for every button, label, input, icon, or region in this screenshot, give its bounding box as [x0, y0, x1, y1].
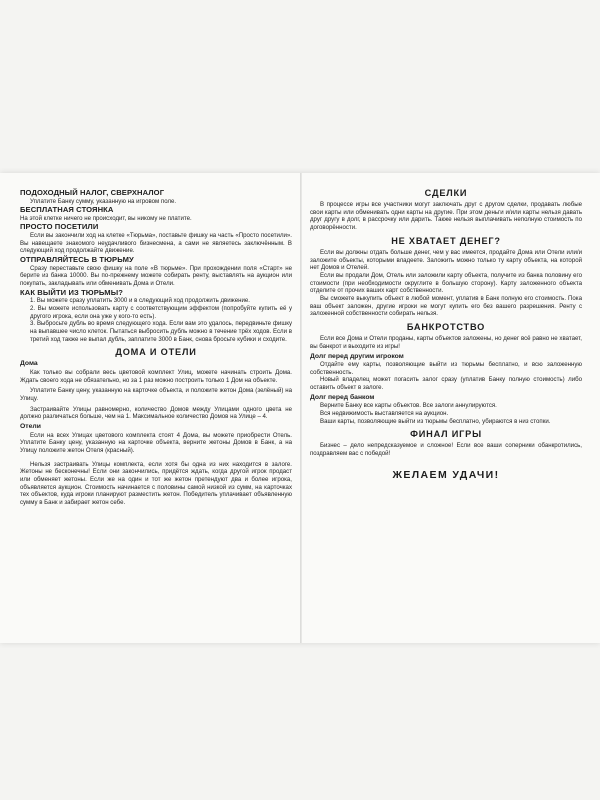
bankruptcy-text: Если все Дома и Отели проданы, карты объектов заложены, но денег всё равно не хватает, вы банкрот и выходите из игры! [310, 335, 582, 350]
go-to-jail-heading: ОТПРАВЛЯЙТЕСЬ В ТЮРЬМУ [20, 255, 134, 265]
deals-heading: СДЕЛКИ [424, 188, 468, 198]
free-parking-heading: БЕСПЛАТНАЯ СТОЯНКА [20, 205, 114, 215]
houses-hotels-heading: ДОМА И ОТЕЛИ [115, 347, 197, 358]
just-visiting-text: Если вы закончили ход на клетке «Тюрьма», поставьте фишку на часть «Просто посетили». Вы навещаете знакомого неудачливого бизнесмена, а сами не являетесь заключённым. В следующий ход продолжайте движение. [20, 231, 292, 255]
go-to-jail-text: Сразу переставьте свою фишку на поле «В тюрьме». При прохождении поля «Старт» не берите из банка 10000. Вы по-прежнему можете собирать ренту, выставлять на аукцион или покупать, закладывать или обменивать Дома и Отели. [20, 264, 292, 287]
list-item: 3. Выбросьте дубль во время следующего хода. Если вам это удалось, передвиньте фишку на выпавшее число клеток. Пытаться выбросить дубль можно в течение трёх ходов. Если в третий ход также не выпал дубль, заплатите 3000 в Банк, снова бросьте кубики и сходите. [30, 320, 292, 343]
debt-player-paragraph: Отдайте ему карты, позволяющие выйти из тюрьмы бесплатно, и всю заложенную собственность. [310, 361, 582, 376]
leave-jail-list [20, 297, 292, 343]
money-paragraph: Если вы продали Дом, Отель или заложили карту объекта, получите из банка половину его стоимости (при необходимости округлите в большую сторону). Карту заложенного объекта отделите от прочих ваших карт собственности. [310, 271, 582, 295]
hotels-subheading: Отели [20, 423, 41, 431]
money-paragraph: Вы сможете выкупить объект в любой момент, уплатив в Банк полную его стоимость. Пока ваш объект заложен, другие игроки не могут купить его без вашего разрешения. Ренту с заложенной собственности собирать нельзя. [310, 295, 582, 318]
debt-player-subheading: Долг перед другим игроком [310, 352, 404, 360]
bankruptcy-heading: БАНКРОТСТВО [406, 322, 486, 333]
money-paragraph: Если вы должны отдать больше денег, чем у вас имеется, продайте Дома или Отели или/и заложите объекты, которыми владеете. Заложить можно только ту карту объекта, на которой нет Домов и Отелей. [310, 248, 582, 272]
hotels-paragraph: Нельзя застраивать Улицы комплекта, если хотя бы одна из них находится в залоге. Жетоны не бесконечны! Если они закончились, придётся ждать, когда другой игрок продаст или обменяет жетоны. Если же на один и тот же жетон претендуют два и более игрока, объявляется аукцион. Стоимость начинается с половины самой низкой из сумм, на карточках тех объектов, куда игроки планируют разместить жетон. Победитель уплачивает объявленную сумму в Банк и забирает жетон себе. [20, 460, 292, 507]
good-luck-banner: ЖЕЛАЕМ УДАЧИ! [392, 468, 500, 481]
houses-paragraph: Уплатите Банку цену, указанную на карточке объекта, и положите жетон Дома (зелёный) на Улицу. [20, 387, 292, 402]
debt-bank-subheading: Долг перед банком [310, 393, 375, 401]
not-enough-money-heading: НЕ ХВАТАЕТ ДЕНЕГ? [391, 235, 501, 246]
list-item: 2. Вы можете использовать карту с соответствующим эффектом (попробуйте купить её у другого игрока, если она уже у кого-то есть). [30, 304, 292, 320]
free-parking-text: На этой клетке ничего не происходит, вы никому не платите. [20, 214, 192, 222]
debt-bank-paragraph: Верните Банку все карты объектов. Все залоги аннулируются. [320, 402, 497, 410]
right-page [310, 188, 582, 480]
houses-paragraph: Как только вы собрали весь цветовой комплект Улиц, можете начинать строить Дома. Ждать своего хода не обязательно, но за 1 раз можно построить только 1 Дом на объекте. [20, 368, 292, 384]
just-visiting-heading: ПРОСТО ПОСЕТИЛИ [20, 222, 99, 232]
income-tax-text: Уплатите Банку сумму, указанную на игровом поле. [30, 197, 177, 205]
list-item: 1. Вы можете сразу уплатить 3000 и в следующий ход продолжить движение. [30, 297, 250, 305]
left-page [20, 188, 292, 507]
game-end-heading: ФИНАЛ ИГРЫ [410, 429, 482, 440]
houses-paragraph: Застраивайте Улицы равномерно, количество Домов между Улицами одного цвета не должно различаться больше, чем на 1. Максимальное количество Домов на Улице – 4. [20, 405, 292, 421]
debt-bank-paragraph: Ваши карты, позволяющие выйти из тюрьмы бесплатно, убираются в низ стопки. [320, 417, 551, 425]
deals-text: В процессе игры все участники могут заключать друг с другом сделки, продавать любые свои карты или обменивать одни карты на другие. При этом деньги и/или карты нельзя давать друг другу в долг, в рассрочку или дарить. Также нельзя выплачивать неполную стоимость по договорённости. [310, 201, 582, 232]
debt-player-paragraph: Новый владелец может погасить залог сразу (уплатив Банку полную стоимость) либо оставить объект в залоге. [310, 376, 582, 392]
houses-subheading: Дома [20, 360, 38, 368]
hotels-paragraph: Если на всех Улицах цветового комплекта стоят 4 Дома, вы можете приобрести Отель. Уплатите Банку цену, указанную на карточке объекта, верните жетоны Домов в Банк, а на Улицу положите жетон Отеля (красный). [20, 431, 292, 454]
page-fold [300, 173, 302, 643]
debt-bank-paragraph: Вся недвижимость выставляется на аукцион. [320, 410, 449, 418]
leave-jail-heading: КАК ВЫЙТИ ИЗ ТЮРЬМЫ? [20, 287, 123, 297]
game-end-text: Бизнес – дело непредсказуемое и сложное! Если все ваши соперники обанкротились, поздравляем вас с победой! [310, 442, 582, 458]
income-tax-heading: ПОДОХОДНЫЙ НАЛОГ, СВЕРХНАЛОГ [20, 188, 165, 197]
